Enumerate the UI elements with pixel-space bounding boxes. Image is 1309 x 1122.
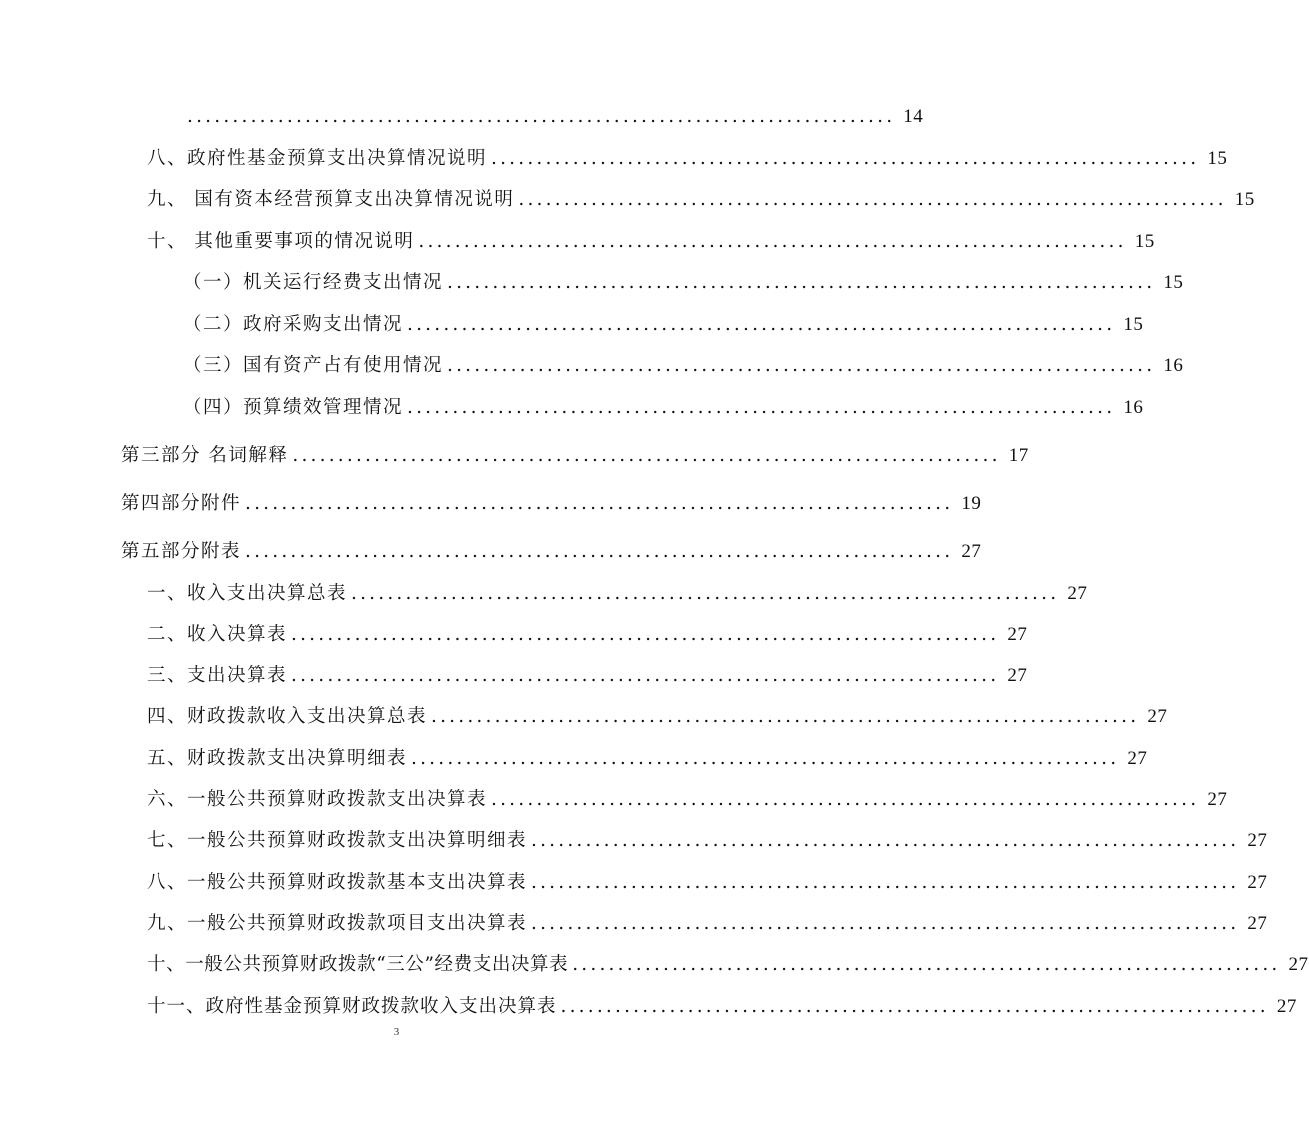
- toc-entry[interactable]: [147, 785, 1228, 815]
- toc-entry-title: （三）国有资产占有使用情况: [183, 355, 444, 376]
- toc-entry-page: 27: [1247, 830, 1268, 851]
- toc-entry[interactable]: [147, 185, 1255, 215]
- toc-entry[interactable]: [147, 661, 1028, 691]
- toc-entry-page: 14: [903, 106, 924, 127]
- toc-entry-title: 十、一般公共预算财政拨款“三公”经费支出决算表: [147, 954, 569, 975]
- dot-leader: ..............................................................................: [431, 706, 1140, 727]
- toc-entry-page: 15: [1163, 272, 1184, 293]
- toc-entry-title: 六、一般公共预算财政拨款支出决算表: [147, 789, 488, 810]
- dot-leader: ..............................................................................: [560, 996, 1269, 1017]
- dot-leader: ..............................................................................: [407, 397, 1116, 418]
- dot-leader: ..............................................................................: [291, 665, 1000, 686]
- dot-leader: ..............................................................................: [447, 355, 1156, 376]
- toc-entry-title: 第四部分附件: [121, 493, 242, 514]
- toc-entry-page: 27: [1067, 583, 1088, 604]
- toc-entry-title: 第五部分附表: [121, 541, 242, 562]
- dot-leader: ..............................................................................: [518, 189, 1227, 210]
- toc-entry[interactable]: [147, 992, 1297, 1022]
- toc-entry-page: 27: [961, 541, 982, 562]
- toc-entry[interactable]: [183, 393, 1144, 423]
- toc-entry[interactable]: [147, 826, 1268, 856]
- toc-entry-page: 16: [1163, 355, 1184, 376]
- dot-leader: ..............................................................................: [531, 830, 1240, 851]
- toc-entry-page: 27: [1288, 954, 1309, 975]
- toc-entry-title: （一）机关运行经费支出情况: [183, 272, 444, 293]
- dot-leader: ..............................................................................: [292, 445, 1001, 466]
- toc-entry-page: 15: [1207, 148, 1228, 169]
- toc-entry-title: 八、政府性基金预算支出决算情况说明: [147, 148, 488, 169]
- toc-entry-page: 27: [1247, 913, 1268, 934]
- toc-entry-page: 27: [1127, 748, 1148, 769]
- toc-entry-page: 27: [1247, 872, 1268, 893]
- toc-entry-page: 19: [961, 493, 982, 514]
- toc-entry-title: （四）预算绩效管理情况: [183, 397, 404, 418]
- toc-entry-title: 一、收入支出决算总表: [147, 583, 348, 604]
- toc-entry-page: 27: [1207, 789, 1228, 810]
- toc-entry-title: 九、一般公共预算财政拨款项目支出决算表: [147, 913, 528, 934]
- toc-entry[interactable]: [147, 620, 1028, 650]
- toc-entry-page: 17: [1008, 445, 1029, 466]
- dot-leader: ..............................................................................: [411, 748, 1120, 769]
- dot-leader: ..............................................................................: [531, 913, 1240, 934]
- toc-entry-title: 四、财政拨款收入支出决算总表: [147, 706, 428, 727]
- toc-entry[interactable]: [147, 950, 1309, 980]
- dot-leader: ..............................................................................: [491, 789, 1200, 810]
- dot-leader: ..............................................................................: [407, 314, 1116, 335]
- toc-entry-page: 16: [1123, 397, 1144, 418]
- toc-entry[interactable]: [121, 441, 1029, 471]
- dot-leader: ..............................................................................: [491, 148, 1200, 169]
- toc-entry[interactable]: [183, 102, 924, 132]
- toc-entry-title: 十一、政府性基金预算财政拨款收入支出决算表: [147, 996, 557, 1017]
- toc-entry-page: 27: [1007, 624, 1028, 645]
- toc-entry-page: 27: [1007, 665, 1028, 686]
- dot-leader: ..............................................................................: [531, 872, 1240, 893]
- toc-entry-page: 15: [1234, 189, 1255, 210]
- toc-entry[interactable]: [147, 227, 1155, 257]
- page-number: 3: [393, 1026, 400, 1038]
- dot-leader: ..............................................................................: [351, 583, 1060, 604]
- dot-leader: ..............................................................................: [187, 106, 896, 127]
- toc-entry-title: 八、一般公共预算财政拨款基本支出决算表: [147, 872, 528, 893]
- dot-leader: ..............................................................................: [245, 493, 954, 514]
- toc-entry[interactable]: [183, 268, 1184, 298]
- toc-entry[interactable]: [147, 868, 1268, 898]
- toc-entry[interactable]: [147, 702, 1168, 732]
- toc-entry[interactable]: [147, 744, 1148, 774]
- toc-entry[interactable]: [183, 351, 1184, 381]
- dot-leader: ..............................................................................: [418, 231, 1127, 252]
- toc-entry-title: 九、 国有资本经营预算支出决算情况说明: [147, 189, 515, 210]
- dot-leader: ..............................................................................: [245, 541, 954, 562]
- dot-leader: ..............................................................................: [572, 954, 1281, 975]
- toc-entry[interactable]: [147, 144, 1228, 174]
- toc-entry-title: 二、收入决算表: [147, 624, 288, 645]
- toc-entry-title: 七、一般公共预算财政拨款支出决算明细表: [147, 830, 528, 851]
- toc-entry-page: 27: [1147, 706, 1168, 727]
- dot-leader: ..............................................................................: [447, 272, 1156, 293]
- toc-entry[interactable]: [183, 310, 1144, 340]
- toc-entry-title: 十、 其他重要事项的情况说明: [147, 231, 415, 252]
- toc-entry-title: 第三部分 名词解释: [121, 445, 289, 466]
- toc-entry-title: （二）政府采购支出情况: [183, 314, 404, 335]
- toc-entry-page: 15: [1123, 314, 1144, 335]
- toc-entry-page: 27: [1276, 996, 1297, 1017]
- toc-entry-title: 五、财政拨款支出决算明细表: [147, 748, 408, 769]
- toc-entry[interactable]: [121, 537, 982, 567]
- toc-entry-title: 三、支出决算表: [147, 665, 288, 686]
- dot-leader: ..............................................................................: [291, 624, 1000, 645]
- toc-entry-page: 15: [1134, 231, 1155, 252]
- toc-entry[interactable]: [147, 909, 1268, 939]
- toc-entry[interactable]: [147, 579, 1088, 609]
- toc-entry[interactable]: [121, 489, 982, 519]
